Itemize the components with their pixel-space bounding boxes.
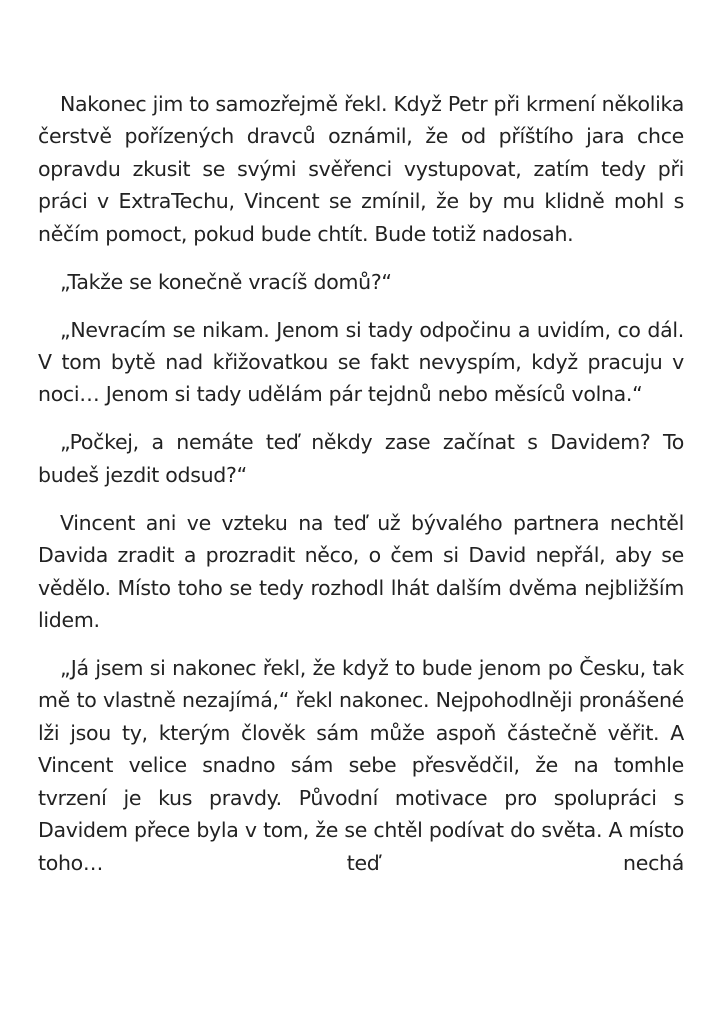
document-page [38, 88, 684, 879]
paragraph-1: Nakonec jim to samozřejmě řekl. Když Petr při krmení několika čerstvě pořízených dravců oznámil, že od příštího jara chce opravdu zkusit se svými svěřenci vystupovat, zatím tedy při práci v ExtraTechu, Vincent se zmínil, že by mu klidně mohl s něčím pomoct, pokud bude chtít. Bude totiž nadosah. [38, 92, 684, 246]
paragraph-6: „Já jsem si nakonec řekl, že když to bude jenom po Česku, tak mě to vlastně nezajímá,“ řekl nakonec. Nejpohodlněji pronášené lži jsou ty, kterým člověk sám může aspoň částečně věřit. A Vincent velice snadno sám sebe přesvědčil, že na tomhle tvrzení je kus pravdy. Původní motivace pro spolupráci s Davidem přece byla v tom, že se chtěl podívat do světa. A místo toho… teď nechá [38, 656, 684, 875]
paragraph-3: „Nevracím se nikam. Jenom si tady odpočinu a uvidím, co dál. V tom bytě nad křižovatkou se fakt nevyspím, když pracuju v noci… Jenom si tady udělám pár tejdnů nebo měsíců volna.“ [38, 317, 684, 407]
paragraph-5: Vincent ani ve vzteku na teď už bývalého partnera nechtěl Davida zradit a prozradit něco, o čem si David nepřál, aby se vědělo. Místo toho se tedy rozhodl lhát dalším dvěma nejbližším lidem. [38, 510, 684, 633]
paragraph-2: „Takže se konečně vracíš domů?“ [60, 269, 392, 294]
paragraph-4: „Počkej, a nemáte teď někdy zase začínat s Davidem? To budeš jezdit odsud?“ [38, 430, 684, 487]
